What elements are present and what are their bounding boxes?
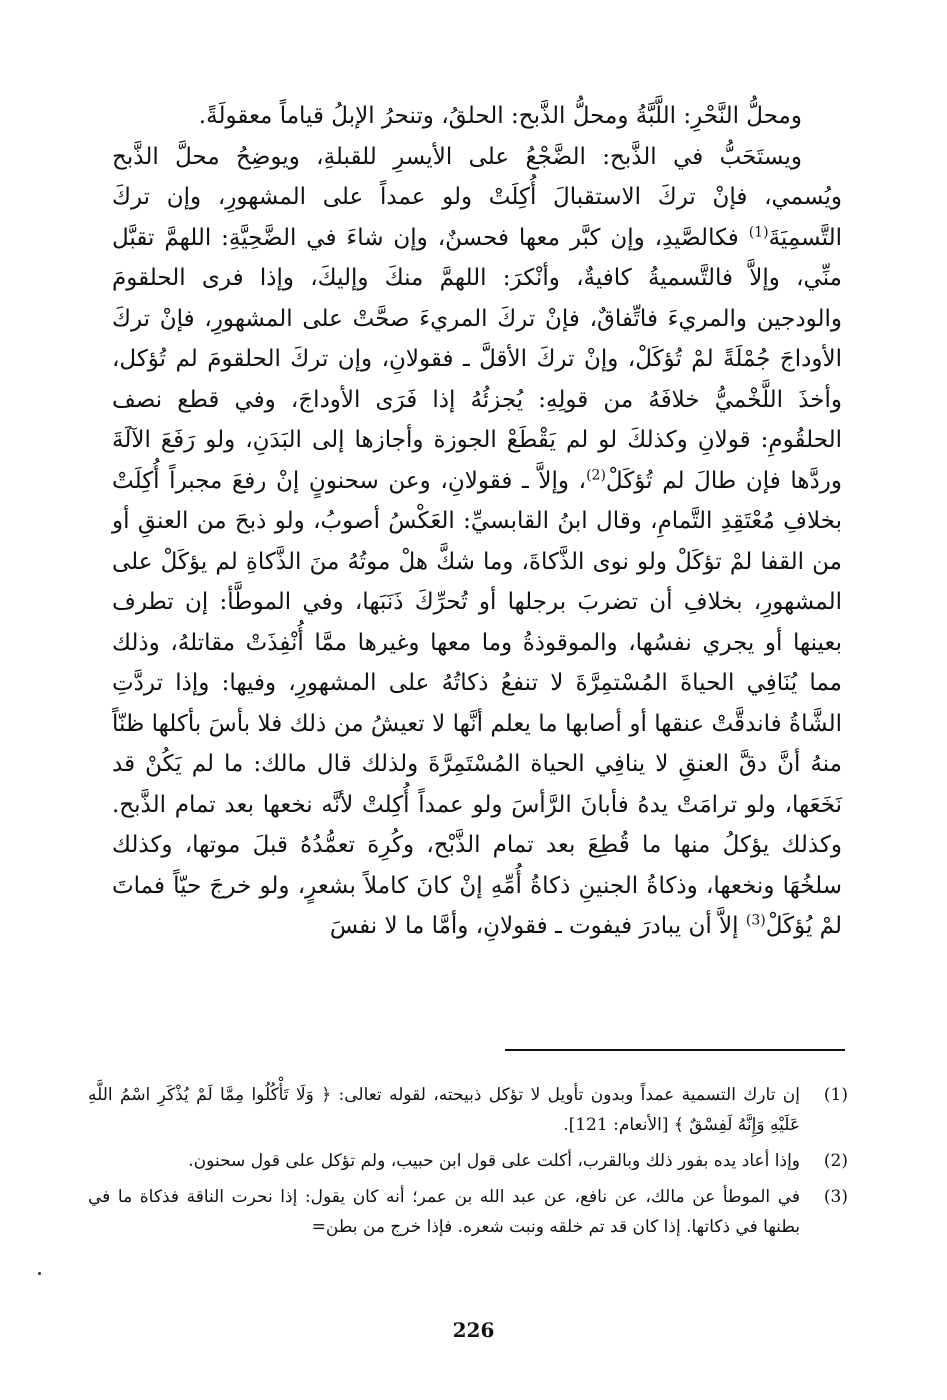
paragraph-2-part-a: ويستَحَبُّ في الذَّبح: الضَّجْعُ على الأيسرِ للقبلةِ، ويوضِحُ محلَّ الذَّبح ويُسمي، فإنْ تركَ الاستقبالَ أُكِلَتْ ولو عمداً على المشهورِ، وإن تركَ التَّسمِيَةَ <box>112 143 842 251</box>
footnote-marker-2[interactable]: (2) <box>586 466 606 483</box>
footnote-marker-1[interactable]: (1) <box>748 223 769 240</box>
scan-speck <box>38 1272 41 1275</box>
footnote-1 <box>88 1080 848 1140</box>
paragraph-2-part-d: إلاَّ أن يبادرَ فيفوت ـ فقولانِ، وأمَّا ما لا نفسَ <box>329 913 746 939</box>
footnotes-section <box>88 1080 848 1248</box>
footnote-3 <box>88 1182 848 1242</box>
paragraph-2 <box>112 137 842 947</box>
paragraph-2-part-b: فكالصَّيدِ، وإن كبَّر معها فحسنٌ، وإن شاءَ في الضَّحِيَّةِ: اللهمَّ تقبَّل منِّي، وإلاَّ فالتَّسميةُ كافيةٌ، وأنْكرَ: اللهمَّ منكَ وإليكَ، وإذا فرى الحلقومَ والودجين والمريءَ فاتِّفاقٌ، فإنْ تركَ المريءَ صحَّتْ على المشهورِ، فإنْ تركَ الأوداجَ جُمْلَةً لمْ تُؤكَلْ، وإنْ تركَ الأقلَّ ـ فقولانِ، وإن تركَ الحلقومَ لم تُؤكل، وأخذَ اللَّخْميُّ خلافَهُ من قولِهِ: يُجزئُهُ إذا فَرَى الأوداجَ، وفي قطع نصف الحلقُومِ: قولانِ وكذلكَ لو لم يَقْطَعْ الجوزة وأجازها إلى البَدَنِ، ولو رَفَعَ الآلَةَ وردَّها فإن طالَ لم تُؤكَلْ <box>112 224 843 494</box>
footnote-number: (3) <box>823 1187 848 1207</box>
main-text-block <box>112 96 842 947</box>
footnote-2 <box>88 1146 848 1176</box>
footnote-marker-3[interactable]: (3) <box>745 912 766 929</box>
footnote-separator <box>505 1049 845 1051</box>
footnote-number: (2) <box>823 1151 848 1171</box>
footnote-text: في الموطأ عن مالك، عن نافع، عن عبد الله بن عمر؛ أنه كان يقول: إذا نحرت الناقة فذكاة ما في بطنها في ذكاتها. إذا كان قد تم خلقه ونبت شعره. فإذا خرج من بطن= <box>88 1187 800 1237</box>
footnote-number: (1) <box>823 1085 848 1105</box>
paragraph-1: ومحلُّ النَّحْرِ: اللَّبَّةُ ومحلُّ الذَّبح: الحلقُ، وتنحرُ الإبلُ قياماً معقولَةً. <box>198 103 802 129</box>
footnote-text: إن تارك التسمية عمداً وبدون تأويل لا تؤكل ذبيحته، لقوله تعالى: ﴿ وَلَا تَأْكُلُوا مِمَّا لَمْ يُذْكَرِ اسْمُ اللَّهِ عَلَيْهِ وَإِنَّهُ لَفِسْقٌ ﴾ [الأنعام: 121]. <box>88 1085 800 1135</box>
footnote-text: وإذا أعاد يده بفور ذلك وبالقرب، أكلت على قول ابن حبيب، ولم تؤكل على قول سحنون. <box>188 1151 800 1171</box>
paragraph-2-part-c: ، وإلاَّ ـ فقولانِ، وعن سحنونٍ إنْ رفعَ مجبراً أُكِلَتْ بخلافِ مُعْتَقِدِ التَّمامِ، وقال ابنُ القابسيِّ: العَكْسُ أصوبُ، ولو ذبحَ من العنقِ أو من القفا لمْ تؤكَلْ ولو نوى الذَّكاةَ، وما شكَّ هلْ موتُهُ منَ الذَّكاةِ لم يؤكَلْ على المشهورِ، بخلافِ أن تضربَ برجلها أو تُحرِّكَ ذَنَبَها، وفي الموطَّأ: إن تطرف بعينها أو يجري نفسُها، والموقوذةُ وما معها وغيرها ممَّا أُنْفِذَتْ مقاتلهُ، وذلك مما يُنَافِي الحياةَ المُسْتمِرَّةَ لا تنفعُ ذكاتُهُ على المشهورِ، وفيها: وإذا تردَّتِ الشَّاةُ فاندقَّتْ عنقها أو أصابها ما يعلم أنَّها لا تعيشُ من ذلك فلا بأسَ بأكلها ظنّاً منهُ أنَّ دقَّ العنقِ لا ينافِي الحياة المُسْتَمِرَّةَ ولذلك قال مالك: ما لم يَكُنْ قد نَخَعَها، ولو ترامَتْ يدهُ فأبانَ الرَّأسَ ولو عمداً أُكِلتْ لأنَّه نخعها بعد تمام الذَّبح. وكذلك يؤكلُ منها ما قُطِعَ بعد تمام الذَّبْح، وكُرِهَ تعمُّدُهُ قبلَ موتها، وكذلك سلخُهَا ونخعها، وذكاةُ الجنينِ ذكاةُ أُمِّهِ إنْ كانَ كاملاً بشعرٍ، ولو خرجَ حيّاً فماتَ لمْ يُؤكَلْ <box>112 467 843 939</box>
page-number: 226 <box>452 1318 495 1342</box>
